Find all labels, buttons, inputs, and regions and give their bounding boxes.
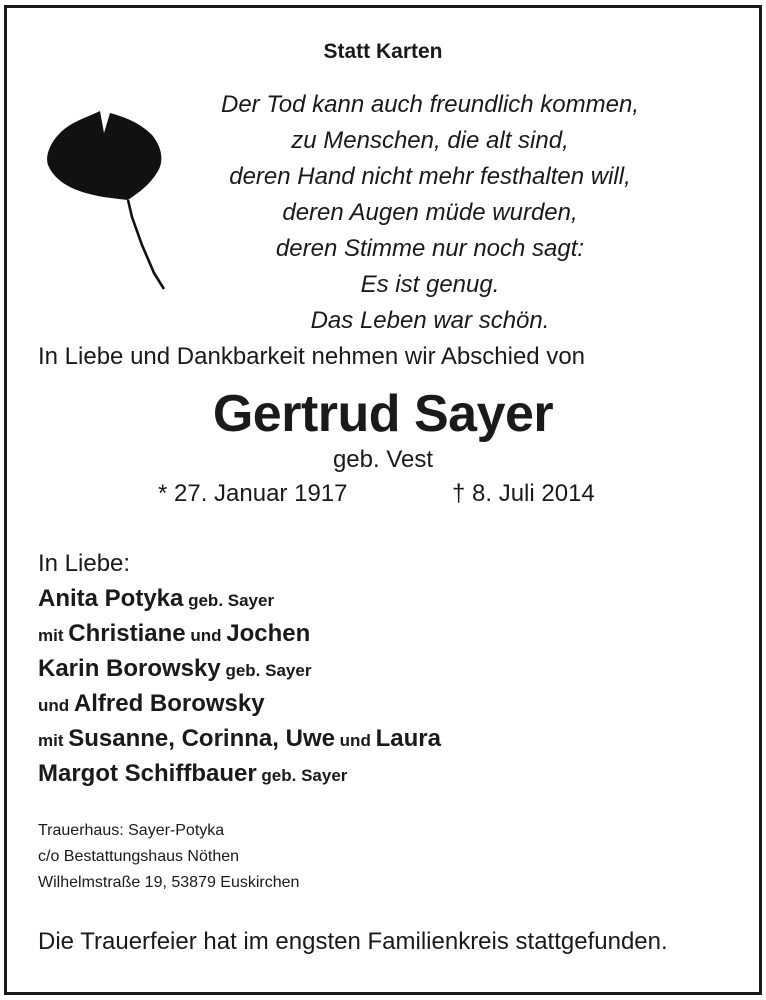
funeral-note: Die Trauerfeier hat im engsten Familienkreis stattgefunden. xyxy=(38,928,668,955)
deceased-name: Gertrud Sayer xyxy=(212,385,554,443)
family-name: Alfred Borowsky xyxy=(73,690,265,717)
poem-line: deren Hand nicht mehr festhalten will, xyxy=(229,163,631,190)
family-member-line xyxy=(38,655,311,683)
poem-line: Es ist genug. xyxy=(360,271,500,298)
family-connector: und xyxy=(38,696,74,715)
family-name: Susanne, Corinna, Uwe xyxy=(68,725,335,752)
poem-line: Der Tod kann auch freundlich kommen, xyxy=(220,91,639,118)
family-name: Karin Borowsky xyxy=(38,655,221,682)
family-member-line xyxy=(38,725,441,753)
ginkgo-leaf-icon xyxy=(40,105,170,295)
family-member-line xyxy=(38,620,310,648)
family-connector: mit xyxy=(38,626,69,645)
family-name: Anita Potyka xyxy=(38,585,184,612)
poem-line: Das Leben war schön. xyxy=(310,307,550,334)
family-member-line xyxy=(38,760,347,788)
family-name: Jochen xyxy=(226,620,311,647)
family-name: Christiane xyxy=(68,620,186,647)
family-connector: mit xyxy=(38,731,69,750)
family-heading: In Liebe: xyxy=(38,550,131,577)
address-line: c/o Bestattungshaus Nöthen xyxy=(38,848,240,865)
address-line: Trauerhaus: Sayer-Potyka xyxy=(38,822,225,839)
family-connector: geb. Sayer xyxy=(220,661,312,680)
poem xyxy=(200,87,660,339)
intro-text: In Liebe und Dankbarkeit nehmen wir Abschied von xyxy=(38,343,586,370)
address-line: Wilhelmstraße 19, 53879 Euskirchen xyxy=(38,874,300,891)
address-block xyxy=(38,818,299,896)
notice-header: Statt Karten xyxy=(323,40,443,63)
family-name: Laura xyxy=(375,725,441,752)
family-member-line xyxy=(38,585,274,613)
family-connector: und xyxy=(185,626,227,645)
poem-line: deren Stimme nur noch sagt: xyxy=(275,235,585,262)
poem-line: deren Augen müde wurden, xyxy=(282,199,578,226)
family-connector: geb. Sayer xyxy=(183,591,275,610)
maiden-name: geb. Vest xyxy=(332,446,434,473)
family-connector: und xyxy=(334,731,376,750)
death-date: † 8. Juli 2014 xyxy=(452,480,595,507)
birth-date: * 27. Januar 1917 xyxy=(158,480,348,507)
family-connector: geb. Sayer xyxy=(256,766,348,785)
family-member-line xyxy=(38,690,265,718)
family-name: Margot Schiffbauer xyxy=(38,760,257,787)
poem-line: zu Menschen, die alt sind, xyxy=(291,127,569,154)
